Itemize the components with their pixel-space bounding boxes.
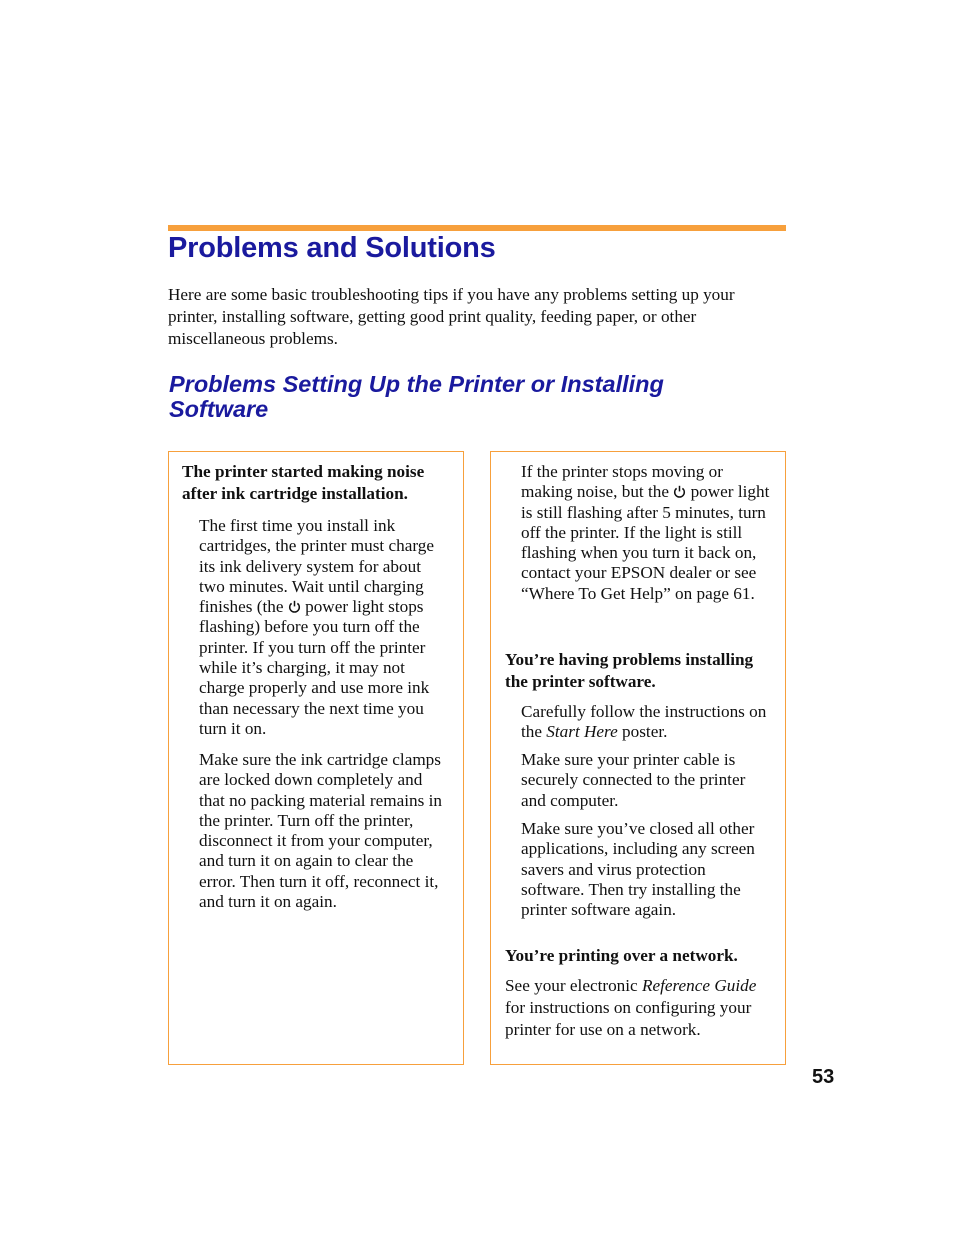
header-rule bbox=[168, 225, 786, 231]
reference-guide-title: Reference Guide bbox=[641, 976, 757, 995]
network-heading: You’re printing over a network. bbox=[505, 946, 738, 965]
intro-paragraph: Here are some basic troubleshooting tips if you have any problems setting up your printer, installing software, getting good print quality, feeding paper, or other miscellaneous problems. bbox=[168, 285, 735, 348]
charging-text-end: power light stops flashing) before you turn off the printer. If you turn off the printer while it’s charging, it may not charge properly and use more ink than necessary the next time you turn it on. bbox=[199, 597, 430, 738]
network-paragraph bbox=[505, 975, 775, 1041]
install-heading: You’re having problems installing the printer software. bbox=[505, 650, 754, 691]
page-number: 53 bbox=[812, 1066, 835, 1088]
section-title: Problems Setting Up the Printer or Installing Software bbox=[169, 371, 664, 422]
cable-paragraph: Make sure your printer cable is securely connected to the printer and computer. bbox=[521, 750, 746, 810]
start-here-title: Start Here bbox=[546, 722, 618, 742]
charging-text-start: The first time you install ink cartridges, the printer must charge its ink delivery system for about two minutes. Wait until charging finishes (the bbox=[199, 516, 434, 617]
power-icon bbox=[288, 600, 301, 613]
noise-heading: The printer started making noise after ink cartridge installation. bbox=[182, 462, 425, 503]
page-title: Problems and Solutions bbox=[168, 232, 496, 264]
start-here-paragraph bbox=[521, 702, 771, 743]
flashing-text-start: If the printer stops moving or making noise, but the bbox=[521, 462, 723, 502]
clamps-paragraph: Make sure the ink cartridge clamps are locked down completely and that no packing material remains in the printer. Turn off the printer, disconnect it from your computer, and turn it on again to clear the error. Then turn it off, reconnect it, and turn it on again. bbox=[199, 750, 442, 912]
power-icon bbox=[673, 485, 686, 498]
network-text-end: for instructions on configuring your printer for use on a network. bbox=[505, 998, 752, 1039]
charging-paragraph bbox=[199, 516, 451, 739]
flashing-paragraph bbox=[521, 462, 771, 604]
start-here-text-start: Carefully follow the instructions on the bbox=[521, 702, 767, 742]
network-text-start: See your electronic bbox=[505, 976, 638, 995]
close-apps-paragraph: Make sure you’ve closed all other applications, including any screen savers and virus protection software. Then try installing the printer software again. bbox=[521, 819, 755, 920]
start-here-text-end: poster. bbox=[622, 722, 668, 742]
flashing-text-end: power light is still flashing after 5 minutes, turn off the printer. If the light is still flashing when you turn it back on, contact your EPSON dealer or see “Where To Get Help” on page 61. bbox=[521, 482, 770, 603]
